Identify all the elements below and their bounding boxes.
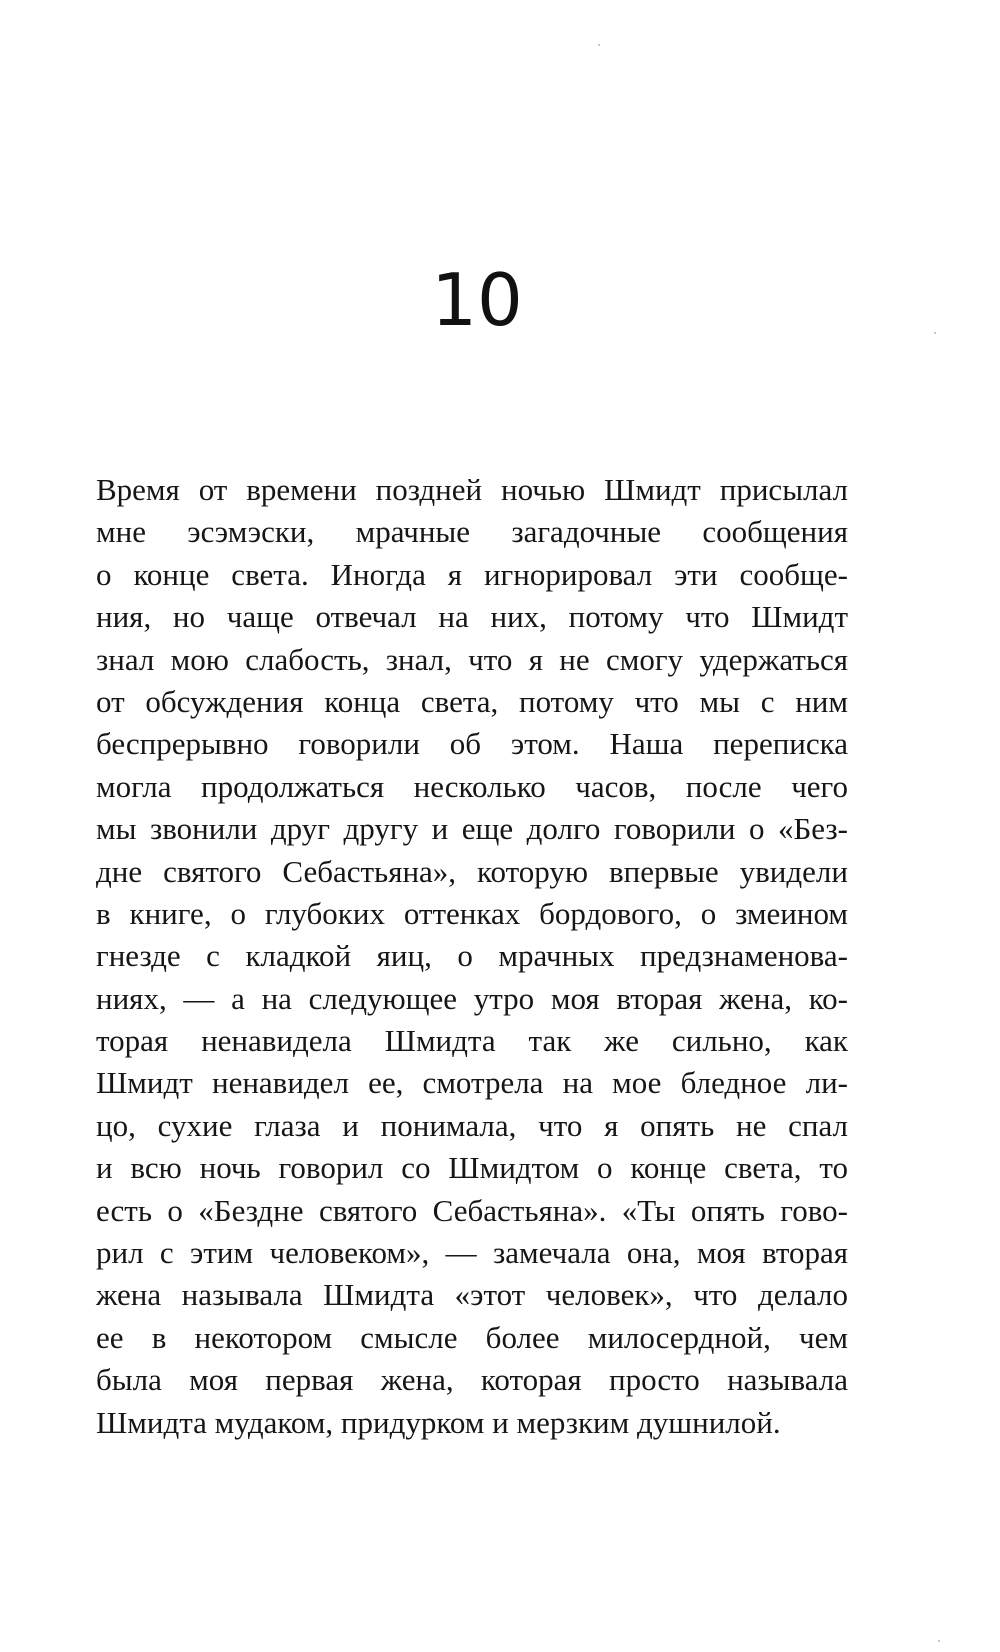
text-line: есть о «Бездне святого Себастьяна». «Ты опять гово- (96, 1192, 848, 1228)
text-line: мы звонили друг другу и еще долго говорили о «Без- (96, 811, 848, 847)
body-paragraph (96, 469, 848, 1444)
text-line: рил с этим человеком», — замечала она, моя вторая (96, 1235, 848, 1271)
text-line: была моя первая жена, которая просто называла (96, 1362, 848, 1398)
scan-speck (598, 44, 600, 46)
scan-speck (938, 1640, 940, 1642)
text-line: жена называла Шмидта «этот человек», что делало (96, 1277, 848, 1313)
text-line: Шмидта мудаком, придурком и мерзким душнилой. (96, 1404, 781, 1440)
text-line: знал мою слабость, знал, что я не смогу удержаться (96, 641, 848, 677)
text-line: могла продолжаться несколько часов, после чего (96, 768, 848, 804)
text-line: и всю ночь говорил со Шмидтом о конце света, то (96, 1150, 848, 1186)
text-line: Время от времени поздней ночью Шмидт присылал (96, 472, 848, 507)
text-line: мне эсэмэски, мрачные загадочные сообщения (96, 514, 848, 550)
text-line: беспрерывно говорили об этом. Наша переписка (96, 726, 848, 762)
text-line: торая ненавидела Шмидта так же сильно, как (96, 1023, 848, 1059)
text-line: ния, но чаще отвечал на них, потому что Шмидт (96, 599, 848, 635)
text-line: ниях, — а на следующее утро моя вторая жена, ко- (96, 980, 848, 1016)
text-line: дне святого Себастьяна», которую впервые увидели (96, 853, 848, 889)
text-line: о конце света. Иногда я игнорировал эти сообще- (96, 556, 848, 592)
text-line: в книге, о глубоких оттенках бордового, о змеином (96, 895, 848, 931)
text-line: гнезде с кладкой яиц, о мрачных предзнаменова- (96, 938, 848, 974)
text-line: Шмидт ненавидел ее, смотрела на мое бледное ли- (96, 1065, 848, 1101)
text-line: от обсуждения конца света, потому что мы с ним (96, 683, 848, 719)
text-line: цо, сухие глаза и понимала, что я опять не спал (96, 1107, 848, 1143)
text-line: ее в некотором смысле более милосердной, чем (96, 1319, 848, 1355)
chapter-number: 10 (431, 258, 523, 342)
